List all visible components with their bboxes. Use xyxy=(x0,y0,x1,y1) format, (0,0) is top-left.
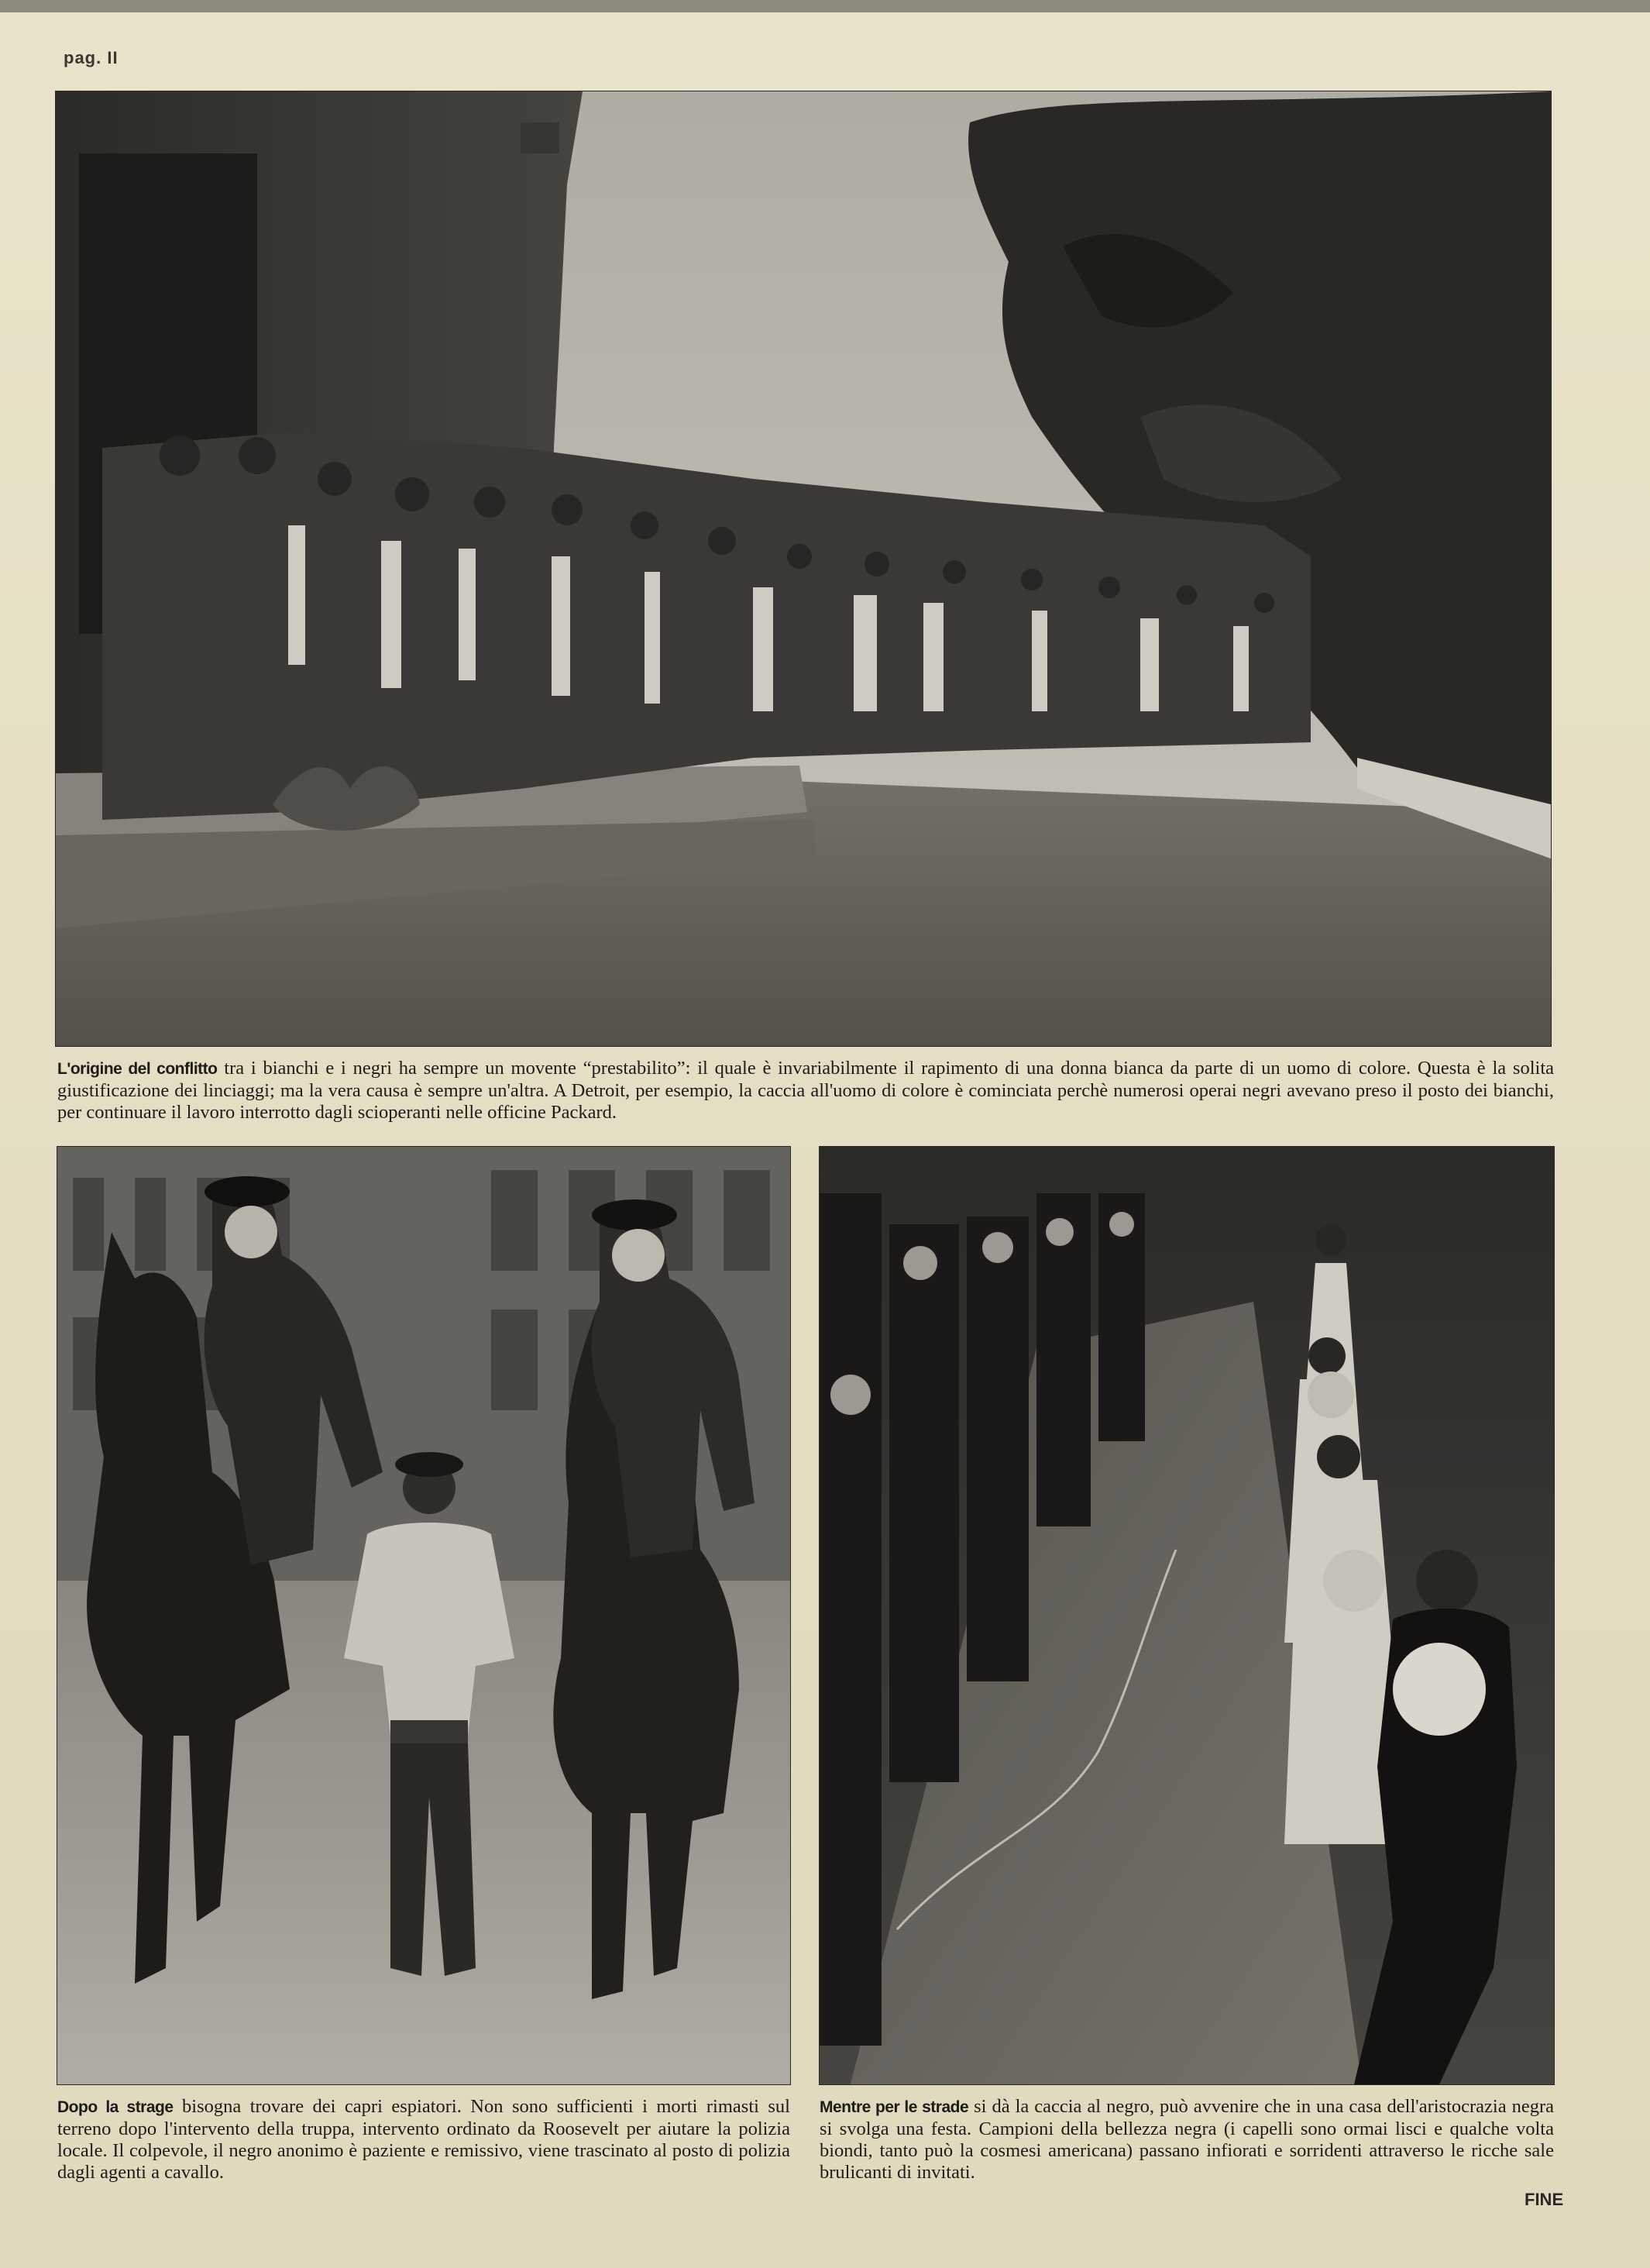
caption-left-lead: Dopo la strage xyxy=(57,2098,174,2116)
scan-top-edge xyxy=(0,0,1650,12)
page-number: pag. II xyxy=(64,48,119,67)
crowd-photo-graphic xyxy=(56,91,1551,1046)
bridal-procession-photo xyxy=(820,1147,1554,2084)
caption-top-text: tra i bianchi e i negri ha sempre un movente “prestabilito”: il quale è invariabilmente il rapimento di una donna bianca da parte di un uomo di colore. Questa è la solita giustificazione dei linciaggi; ma la vera causa è sempre un'altra. A Detroit, per esempio, la caccia all'uomo di colore è cominciata perchè numerosi operai negri avevano preso il posto dei bianchi, per continuare il lavoro interrotto dagli scioperanti nelle officine Packard. xyxy=(57,1058,1554,1123)
police-photo-graphic xyxy=(57,1147,790,2084)
caption-left-text: bisogna trovare dei capri espiatori. Non sono sufficienti i morti rimasti sul terreno dopo l'intervento della truppa, intervento ordinato da Roosevelt per aiutare la polizia locale. Il colpevole, il negro anonimo è paziente e remissivo, viene trascinato al posto di polizia dagli agenti a cavallo. xyxy=(57,2096,790,2183)
crowd-outside-building-photo xyxy=(56,91,1551,1046)
caption-left xyxy=(57,2096,790,2184)
caption-right-text: si dà la caccia al negro, può avvenire che in una casa dell'aristocrazia negra si svolga una festa. Campioni della bellezza negra (i capelli sono ormai lisci e qualche volta biondi, tanto può la cosmesi americana) passano infiorati e sorridenti attraverso le ricche sale brulicanti di invitati. xyxy=(820,2096,1554,2183)
caption-right-lead: Mentre per le strade xyxy=(820,2098,969,2116)
caption-right xyxy=(820,2096,1554,2184)
caption-top xyxy=(57,1058,1554,1124)
mounted-police-escort-photo xyxy=(57,1147,790,2084)
procession-photo-graphic xyxy=(820,1147,1554,2084)
end-mark: FINE xyxy=(1525,2190,1564,2209)
caption-top-lead: L'origine del conflitto xyxy=(57,1060,218,1078)
